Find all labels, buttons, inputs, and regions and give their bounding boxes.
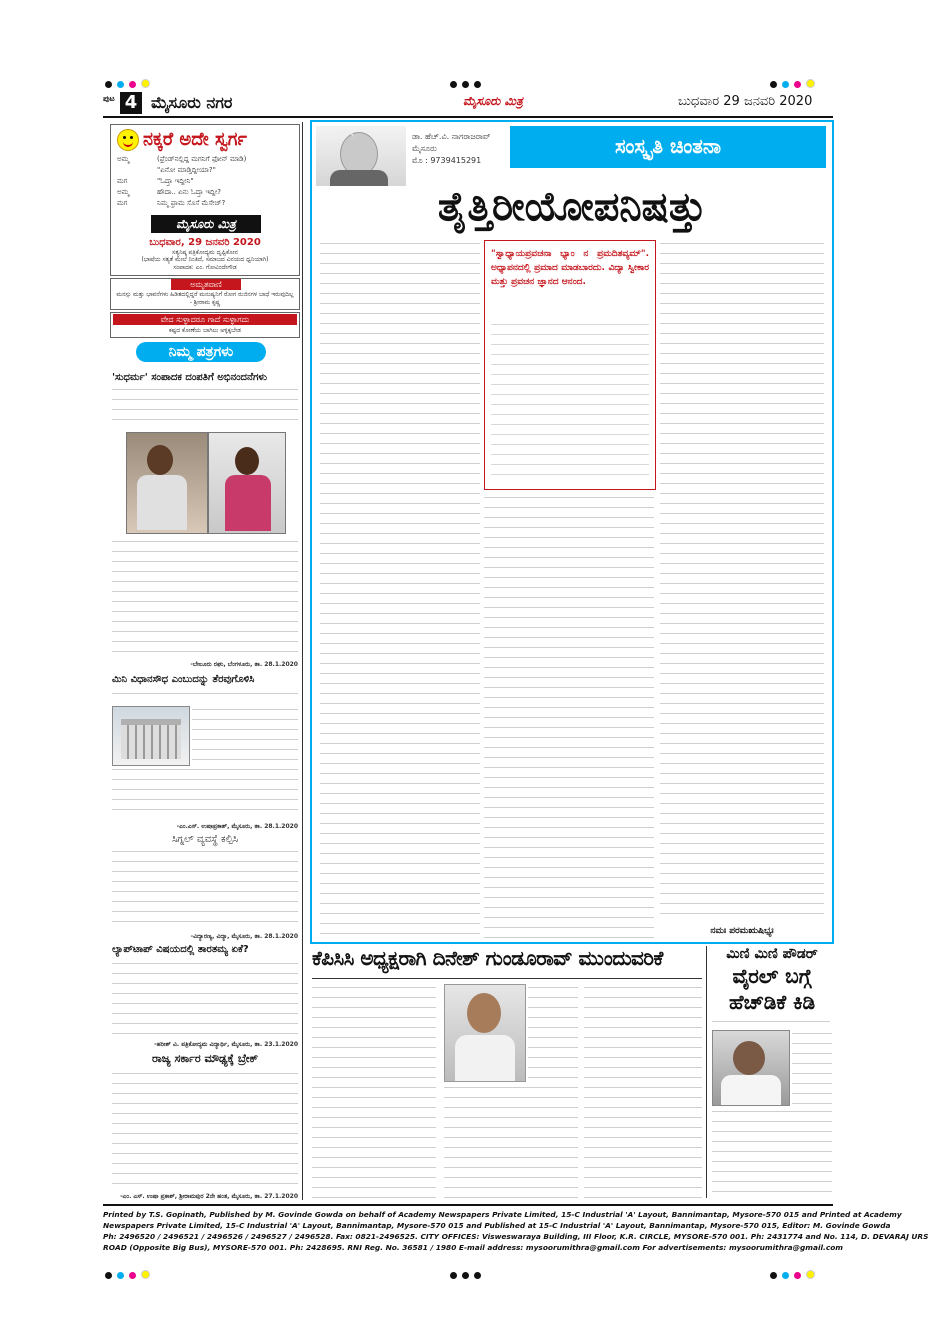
letter-4-title: ಲ್ಯಾಪ್‌ಟಾಪ್ ವಿಷಯದಲ್ಲಿ ತಾರತಮ್ಯ ಏಕೆ? — [112, 944, 249, 955]
feature-col-3 — [660, 240, 824, 920]
powder-headline-2: ವೈರಲ್ ಬಗ್ಗೆ — [732, 964, 812, 988]
powder-col-body — [712, 1108, 832, 1198]
section-name: ಮೈಸೂರು ನಗರ — [151, 93, 233, 112]
nakkare-dialogue — [117, 155, 293, 210]
masthead-logo: ಮೈಸೂರು ಮಿತ್ರ — [151, 215, 261, 233]
masthead-tagline-2: (ಭಾಷೆಯ ಸತ್ಯತೆ ಮೇಲೆ ನಿಂತಿದೆ, ಸಮಾಜದ ವಿನಯದ ಧ್ವನಿಯಾಗಿ) — [141, 256, 269, 263]
amrutavani-box — [110, 278, 300, 310]
feature-byline: ನಮಃ ಪರಮಋಷಿಭ್ಯಃ — [710, 926, 774, 936]
letter-1-signature: -ಬೇಲೂರು ರಘು, ಬೆಂಗಳೂರು, ತಾ. 28.1.2020 — [190, 661, 298, 668]
speaker: ಅಮ್ಮ — [117, 155, 130, 163]
author-name: ಡಾ. ಹೆಚ್.ವಿ. ನಾಗರಾಜರಾವ್ — [412, 132, 491, 141]
kpcc-headline — [312, 946, 702, 978]
feature-quote-text: "ಸ್ವಾಧ್ಯಾಯಪ್ರವಚನಾ ಭ್ಯಾಂ ನ ಪ್ರಮದಿತವ್ಯಮ್". ಅಧ್ಯಾಪನದಲ್ಲಿ ಪ್ರಮಾದ ಮಾಡಬಾರದು. ವಿದ್ಯಾ ಸ್ವೀಕಾರ ಮತ್ತು ಪ್ರವಚನ ಜ್ಞಾನದ ಆನಂದ. — [491, 249, 649, 287]
letter-2-signature: -ಎಂ.ಎಸ್. ಉಷಾಪ್ರಕಾಶ್, ಮೈಸೂರು, ತಾ. 28.1.2020 — [176, 823, 298, 830]
feature-quote-box — [484, 240, 656, 490]
column-title: ಸಂಸ್ಕೃತಿ ಚಿಂತನಾ — [614, 134, 722, 158]
letter-2-body — [112, 690, 298, 702]
registration-marks-bottom-right — [770, 1264, 820, 1283]
dialogue-line: ಹೌದಾ.. ಏನು ಓದ್ತಾ ಇದ್ದೀ? — [157, 188, 221, 196]
letter-1-photo-2 — [208, 432, 286, 534]
letter-5-title: ರಾಜ್ಯ ಸರ್ಕಾರ ಮೌಢ್ಯಕ್ಕೆ ಬ್ರೇಕ್ — [152, 1052, 258, 1065]
proverb-box — [110, 312, 300, 338]
registration-marks-top-right — [770, 73, 820, 92]
kpcc-photo — [444, 984, 526, 1082]
registration-marks-top-center — [450, 73, 486, 92]
letter-4-signature: -ಹರೀಶ್ ವಿ. ಪತ್ರಿಕೋದ್ಯಮ ವಿದ್ಯಾರ್ಥಿ, ಮೈಸೂರು, ತಾ. 23.1.2020 — [154, 1041, 298, 1048]
footer-line-4: ROAD (Opposite Big Bus), MYSORE-570 001. Ph: 2428695. RNI Reg. No. 36581 / 1980 E-mail address: mysoorumithra@gmail.com For advertisements: mysoorumithra@gmail.com — [103, 1243, 844, 1252]
letter-1-body-2 — [112, 538, 298, 656]
footer-line-1: Printed by T.S. Gopinath, Published by M. Govinde Gowda on behalf of Academy Newspapers Private Limited, 15-C Industrial 'A' Layout, Bannimantap, Mysore-570 015 and Printed at Academy — [103, 1210, 902, 1219]
letter-1-photo — [126, 432, 208, 534]
proverb-title: ವೇದ ಸುಳ್ಳಾದರೂ ಗಾದೆ ಸುಳ್ಳಾಗದು — [113, 314, 297, 325]
column-divider-2 — [706, 946, 707, 1198]
letter-2-title: ಮಿನಿ ವಿಧಾನಸೌಧ ಎಂಬುದನ್ನು ತೆರವುಗೊಳಿಸಿ — [112, 674, 255, 685]
letter-4-body — [112, 960, 298, 1038]
letter-5-body — [112, 1070, 298, 1190]
footer-line-3: Ph: 2496520 / 2496521 / 2496526 / 2496527 / 2496528. Fax: 0821-2496525. CITY OFFICES: Visweswaraya Building, III Floor, K.R. CIRCLE, MYSORE-570 001. Ph: 2431774 and No. 114, D. DEVARAJ URS — [103, 1232, 929, 1241]
proverb-subtitle: ಕಷ್ಟದ ಕೋಣೆಯ ಬಾಗಿಲು ಅಳ್ಳಿಕ್ಕಬೇಡ — [169, 327, 241, 334]
powder-intro — [712, 1018, 830, 1028]
letters-title: ನಿಮ್ಮ ಪತ್ರಗಳು — [136, 342, 266, 362]
dialogue-line: "ಏನೋ ಮಾಡ್ತಿದ್ದೀಯಾ?" — [157, 166, 216, 174]
page-number: 4 — [120, 92, 142, 114]
masthead-small: ಮೈಸೂರು ಮಿತ್ರ — [463, 94, 523, 108]
author-phone: ಮೊ : 9739415291 — [412, 156, 482, 165]
amrutavani-title: ಅಮೃತವಾಣಿ — [171, 279, 241, 290]
letter-2-body-2 — [192, 706, 298, 764]
header-date: ಬುಧವಾರ 29 ಜನವರಿ 2020 — [678, 94, 813, 109]
masthead-editor: ಸಂಪಾದಕ: ಎಂ. ಗೋವಿಂದೇಗೌಡ — [173, 264, 237, 271]
kpcc-col-2-side — [528, 984, 578, 1080]
kpcc-rule — [312, 978, 702, 979]
letter-3-body — [112, 848, 298, 930]
registration-marks-bottom-left — [105, 1264, 155, 1283]
footer-imprint — [103, 1209, 929, 1253]
footer-rule — [103, 1204, 833, 1206]
header-rule — [103, 116, 833, 118]
nakkare-box — [110, 124, 300, 276]
letter-5-signature: -ಎಂ. ಎಸ್. ಉಷಾ ಪ್ರಕಾಶ್, ಶ್ರೀರಾಮಪುರ 2ನೇ ಹಂತ, ಮೈಸೂರು, ತಾ. 27.1.2020 — [120, 1193, 298, 1200]
letter-2-body-3 — [112, 766, 298, 818]
kpcc-col-2 — [444, 1084, 578, 1198]
page-header — [103, 92, 833, 114]
letter-1-body — [112, 386, 298, 426]
author-city: ಮೈಸೂರು — [412, 144, 437, 153]
smiley-icon — [117, 129, 139, 151]
author-photo — [316, 126, 406, 186]
nakkare-title: ನಕ್ಕರೆ ಅದೇ ಸ್ವರ್ಗ — [143, 129, 247, 150]
dialogue-line: "ಓದ್ತಾ ಇದ್ದೀನಿ" — [157, 177, 194, 185]
kpcc-col-3 — [584, 984, 702, 1198]
powder-photo — [712, 1030, 790, 1106]
powder-col-side — [792, 1030, 832, 1104]
kpcc-col-1 — [312, 984, 436, 1198]
registration-marks-bottom-center — [450, 1264, 486, 1283]
registration-marks-top-left — [105, 73, 155, 92]
column-title-banner — [510, 126, 826, 168]
powder-headline-3: ಹೆಚ್‌ಡಿಕೆ ಕಿಡಿ — [728, 990, 816, 1014]
feature-col-2 — [484, 494, 654, 940]
masthead-date: ಬುಧವಾರ, 29 ಜನವರಿ 2020 — [149, 237, 261, 248]
feature-article — [310, 120, 834, 944]
letter-3-title: ಸಿಗ್ನಲ್ ವ್ಯವಸ್ಥೆ ಕಲ್ಪಿಸಿ — [171, 834, 239, 845]
column-divider — [302, 122, 303, 1200]
building-photo — [112, 706, 190, 766]
feature-col-1 — [320, 240, 480, 940]
dialogue-line: (ಫ್ರೆಂಡ್‌ನಲ್ಲಿದ್ದ ಮಗನಿಗೆ ಫೋನ್ ಮಾಡಿ) — [157, 155, 247, 163]
letter-3-signature: -ವಿದ್ಯಾರಣ್ಯ, ವಿದ್ಯಾ, ಮೈಸೂರು, ತಾ. 28.1.2020 — [190, 933, 298, 940]
feature-headline: ತೈತ್ತಿರೀಯೋಪನಿಷತ್ತು — [437, 184, 707, 230]
speaker: ಅಮ್ಮ — [117, 188, 130, 196]
amrutavani-text: ಮನಸ್ಸು ಮತ್ತು ಭಾವನೆಗಳು ಹಿಡಿತದಲ್ಲಿದ್ದರೆ ಮನುಷ್ಯನಿಗೆ ರೋಗ ರುಜಿನಗಳ ಬಾಧೆ ಇರುವುದಿಲ್ಲ - ಶ್ರೀರಾಮ ಕೃಷ್ಣ — [116, 291, 294, 306]
dialogue-line: ನಿಮ್ಮ ಫ್ರಾಮ ಸೊಸೆ ಮೆಸೇಜ್? — [157, 199, 226, 207]
page-label: ಪುಟ — [103, 94, 115, 103]
kpcc-headline-text: ಕೆಪಿಸಿಸಿ ಅಧ್ಯಕ್ಷರಾಗಿ ದಿನೇಶ್ ಗುಂಡೂರಾವ್ ಮುಂದುವರಿಕೆ — [312, 946, 663, 970]
footer-line-2: Newspapers Private Limited, 15-C Industrial 'A' Layout, Bannimantap, Mysore-570 015 and Published at 15-C Industrial 'A' Layout, Bannimantap, Mysore-570 015, Editor: M. Govinde Gowda — [103, 1221, 891, 1230]
letter-1-title: 'ಸುಧರ್ಮ' ಸಂಪಾದಕ ದಂಪತಿಗೆ ಅಭಿನಂದನೆಗಳು — [112, 372, 267, 383]
powder-headline-1: ಮಿಣಿ ಮಿಣಿ ಪೌಡರ್ — [726, 946, 818, 962]
speaker: ಮಗ — [117, 199, 128, 207]
speaker: ಮಗ — [117, 177, 128, 185]
masthead-tagline: ಸತ್ಯನಿಷ್ಠ ಪತ್ರಿಕೋದ್ಯಮ ದೃಷ್ಟಿಕೋನ — [172, 249, 238, 256]
letters-header — [136, 342, 266, 362]
